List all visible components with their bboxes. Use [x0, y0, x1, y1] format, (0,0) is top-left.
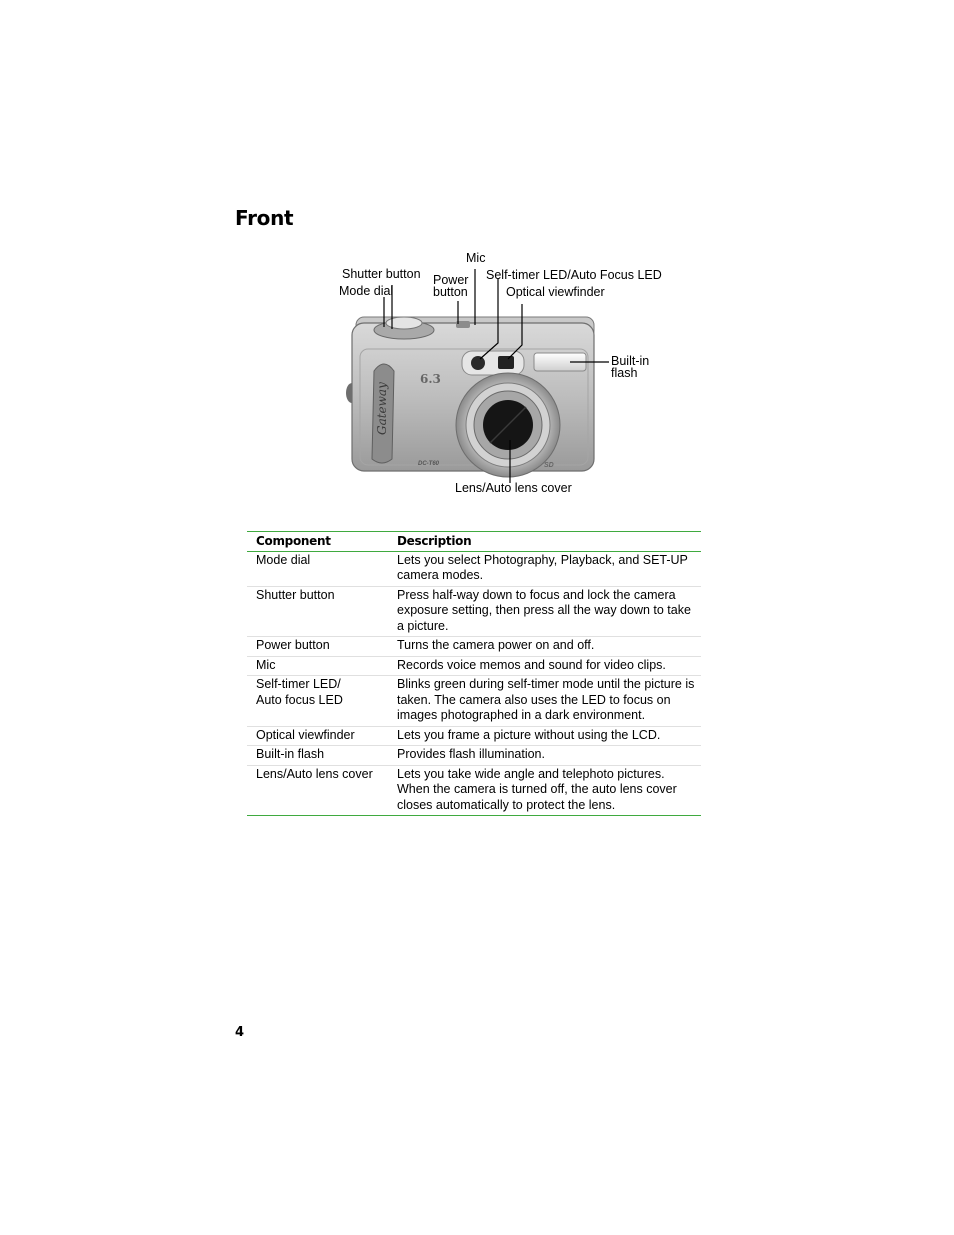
callout-self-timer-led: Self-timer LED/Auto Focus LED: [486, 268, 662, 282]
callout-lens-cover: Lens/Auto lens cover: [455, 481, 572, 495]
component-cell: Optical viewfinder: [256, 727, 355, 742]
description-cell: Lets you take wide angle and telephoto pictures. When the camera is turned off, the auto lens cover closes automatically to protect the lens.: [397, 766, 677, 812]
callout-power-1: Power: [433, 273, 469, 287]
description-cell: Lets you select Photography, Playback, and SET-UP camera modes.: [397, 552, 688, 582]
optical-viewfinder: [498, 356, 514, 369]
description-cell: Provides flash illumination.: [397, 747, 545, 761]
header-description: Description: [397, 534, 472, 548]
megapixels-text: 6.3: [420, 372, 441, 386]
callout-shutter-button: Shutter button: [342, 267, 421, 281]
shutter-button: [386, 317, 422, 329]
description-cell: Turns the camera power on and off.: [397, 638, 595, 652]
component-cell: Mode dial: [256, 552, 311, 567]
section-title: Front: [235, 206, 294, 230]
component-cell: Mic: [256, 657, 276, 672]
table-row: [247, 586, 701, 637]
description-cell: Blinks green during self-timer mode until the picture is taken. The camera also uses the LED to focus on images photographed in a dark environment.: [397, 677, 695, 722]
brand-text: Gateway: [375, 382, 389, 435]
callout-flash-1: Built-in: [611, 354, 650, 368]
table-row: [247, 551, 701, 586]
card-text: SD: [544, 462, 554, 469]
table-row: [247, 746, 701, 766]
description-cell: Press half-way down to focus and lock the camera exposure setting, then press all the way down to take a picture.: [397, 587, 691, 633]
table-row: [247, 656, 701, 676]
model-text: DC-T60: [418, 461, 440, 467]
description-cell: Lets you frame a picture without using the LCD.: [397, 727, 661, 742]
component-cell: Self-timer LED/ Auto focus LED: [256, 677, 343, 707]
component-cell: Lens/Auto lens cover: [256, 766, 373, 781]
self-timer-led: [471, 356, 485, 370]
callout-optical-viewfinder: Optical viewfinder: [506, 285, 605, 299]
table-row: [247, 765, 701, 816]
component-cell: Built-in flash: [256, 747, 325, 761]
callout-mode-dial: Mode dial: [339, 284, 394, 298]
table-row: [247, 637, 701, 657]
table-row: [247, 676, 701, 727]
component-cell: Shutter button: [256, 587, 335, 602]
table-row: [247, 726, 701, 746]
callout-flash-2: flash: [611, 366, 638, 380]
callout-power-2: button: [433, 285, 468, 299]
camera-front-figure: [330, 245, 670, 505]
page-number: 4: [235, 1025, 245, 1040]
component-cell: Power button: [256, 638, 330, 652]
callout-mic: Mic: [466, 251, 486, 265]
header-component: Component: [256, 534, 331, 548]
table-header-row: [247, 532, 701, 552]
component-table: [247, 531, 701, 816]
description-cell: Records voice memos and sound for video clips.: [397, 657, 666, 672]
